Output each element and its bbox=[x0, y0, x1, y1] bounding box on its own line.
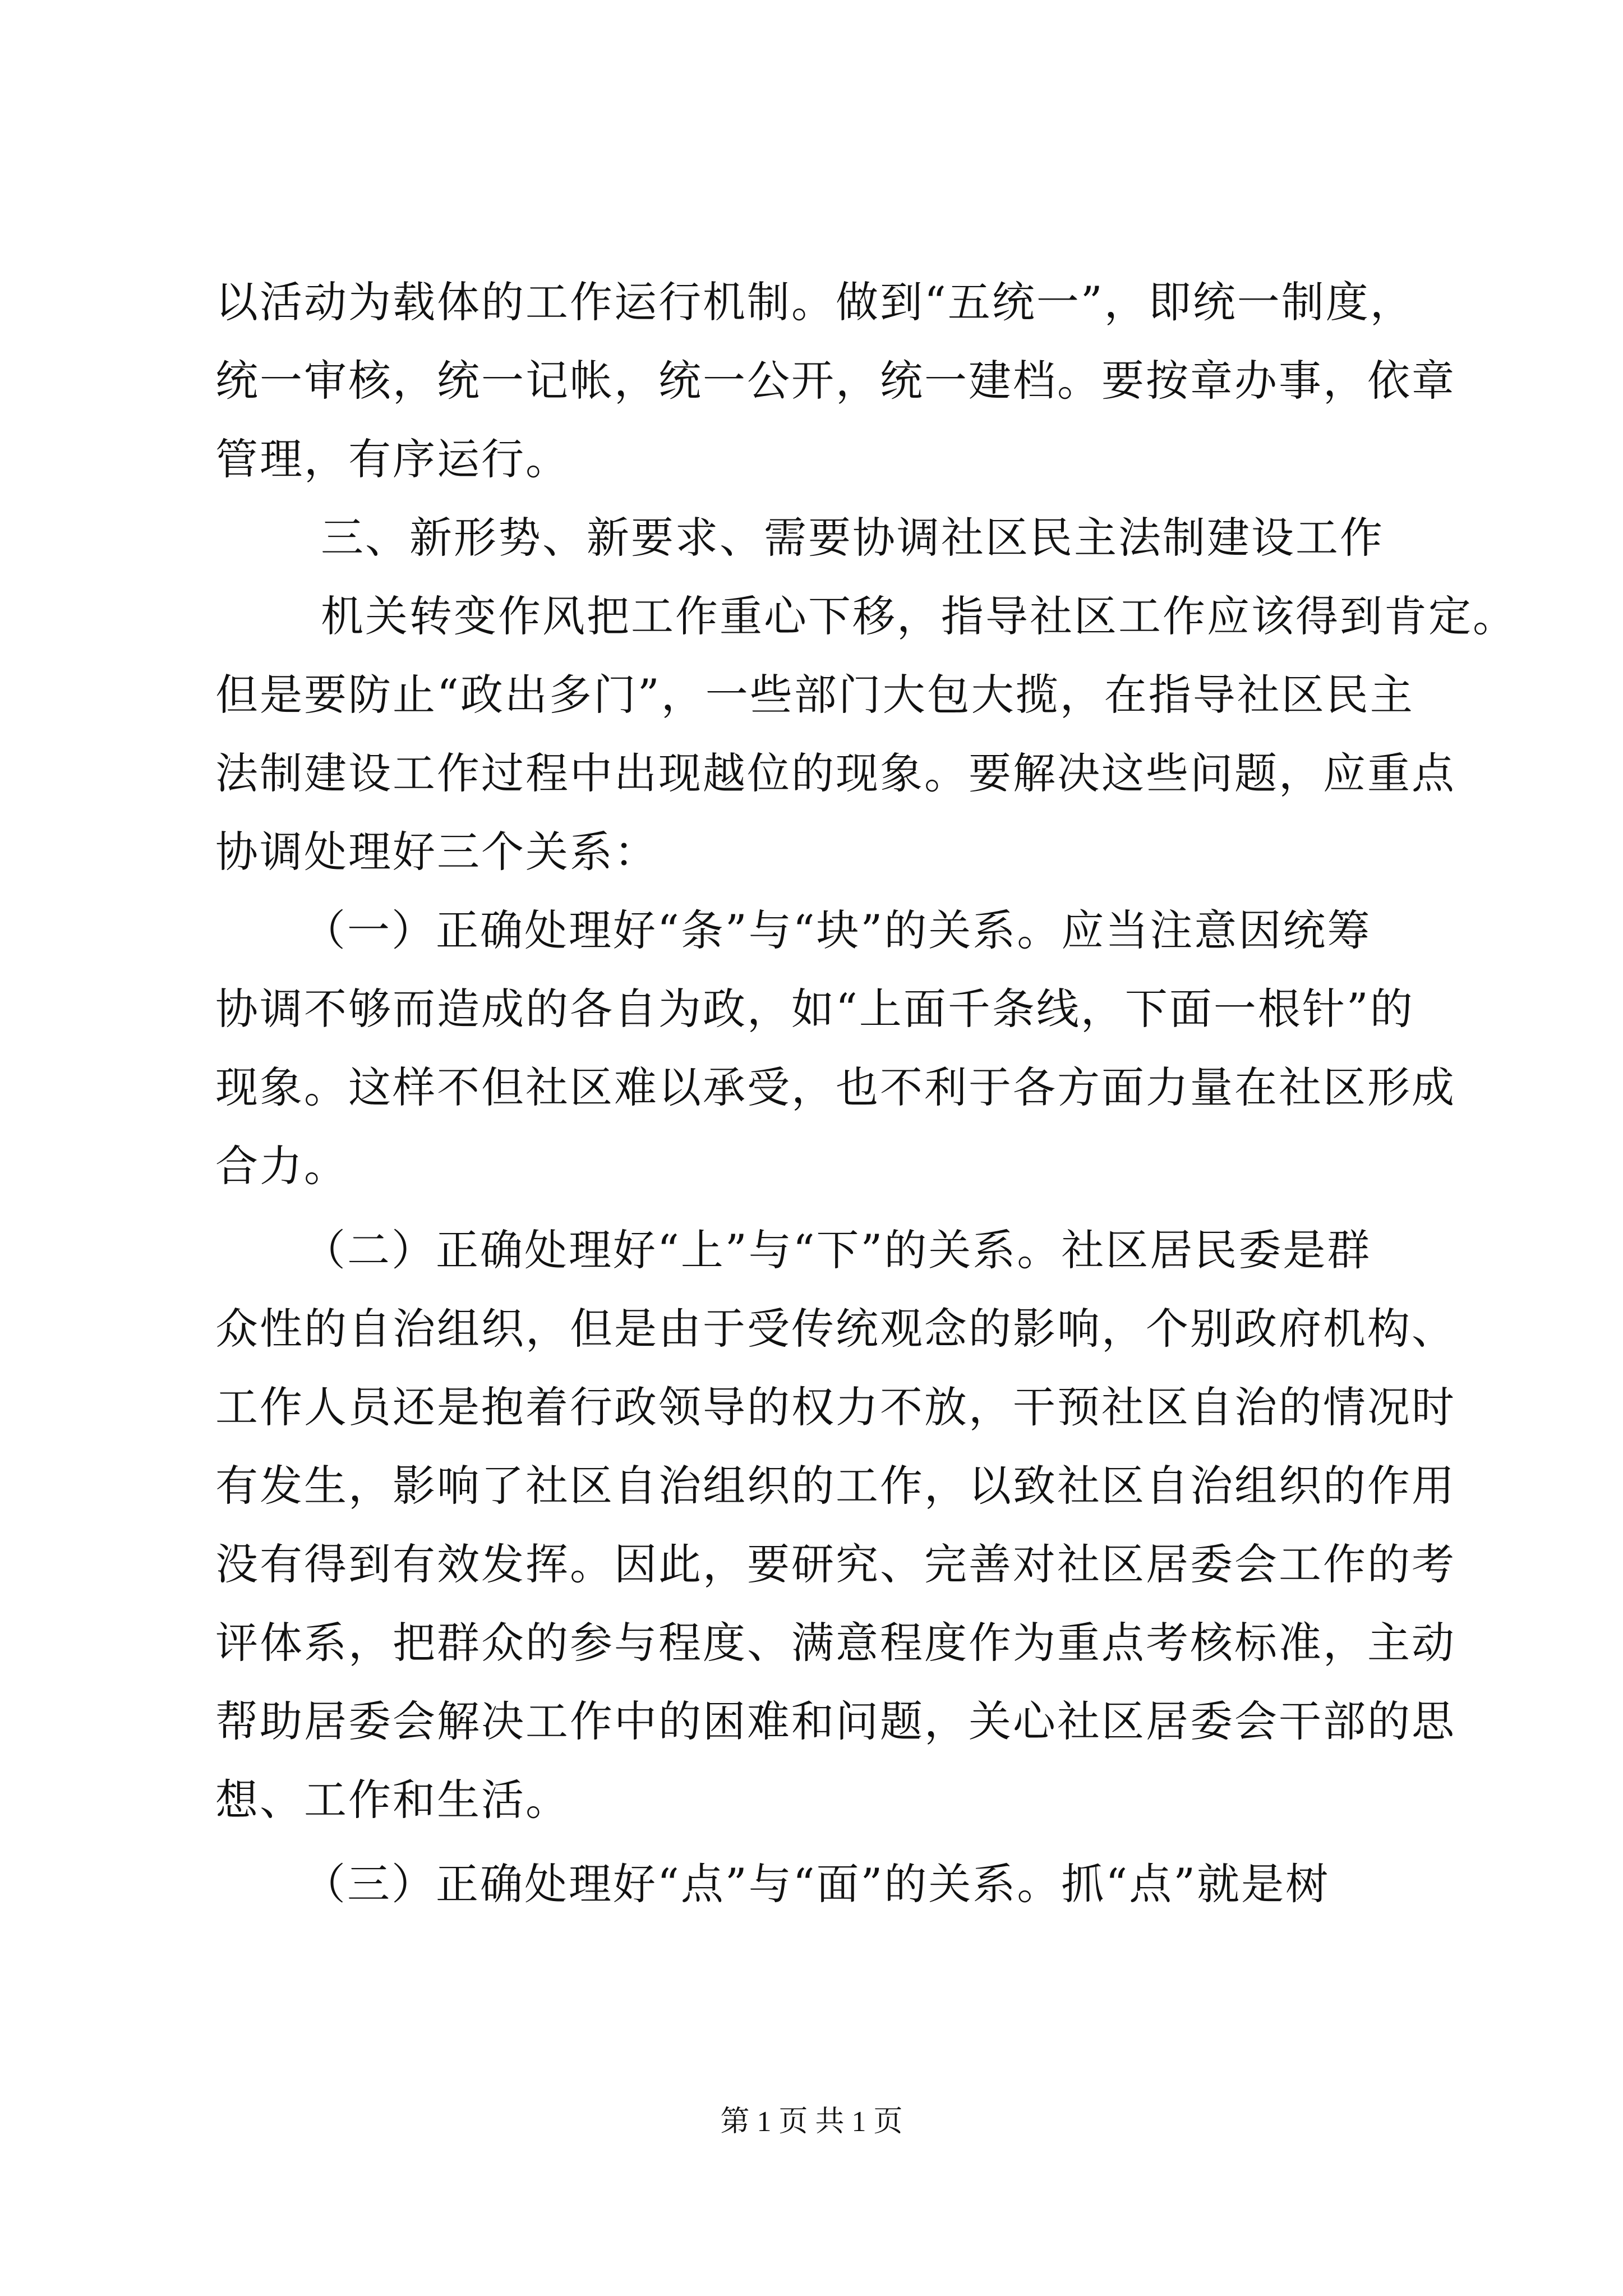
text-line-19: 帮助居委会解决工作中的困难和问题，关心社区居委会干部的思 bbox=[215, 1696, 1456, 1746]
text-line-20: 想、工作和生活。 bbox=[215, 1775, 570, 1825]
text-line-7: 法制建设工作过程中出现越位的现象。要解决这些问题，应重点 bbox=[215, 748, 1456, 798]
subsection-1-line-1: （一）正确处理好“条”与“块”的关系。应当注意因统筹 bbox=[303, 905, 1372, 955]
text-line-16: 有发生，影响了社区自治组织的工作，以致社区自治组织的作用 bbox=[215, 1461, 1456, 1511]
text-line-15: 工作人员还是抱着行政领导的权力不放，干预社区自治的情况时 bbox=[215, 1382, 1456, 1432]
text-line-5: 机关转变作风把工作重心下移，指导社区工作应该得到肯定。 bbox=[321, 591, 1517, 641]
text-line-8: 协调处理好三个关系： bbox=[215, 827, 658, 877]
text-line-2: 统一审核，统一记帐，统一公开，统一建档。要按章办事，依章 bbox=[215, 356, 1456, 406]
text-line-18: 评体系，把群众的参与程度、满意程度作为重点考核标准，主动 bbox=[215, 1618, 1456, 1668]
page-number-footer: 第 1 页 共 1 页 bbox=[720, 2106, 903, 2138]
text-line-10: 协调不够而造成的各自为政，如“上面千条线，下面一根针”的 bbox=[215, 984, 1414, 1034]
text-line-3: 管理，有序运行。 bbox=[215, 434, 570, 484]
subsection-3-line-1: （三）正确处理好“点”与“面”的关系。抓“点”就是树 bbox=[303, 1859, 1330, 1909]
text-line-12: 合力。 bbox=[215, 1141, 348, 1191]
subsection-2-line-1: （二）正确处理好“上”与“下”的关系。社区居民委是群 bbox=[303, 1225, 1372, 1275]
text-line-14: 众性的自治组织，但是由于受传统观念的影响，个别政府机构、 bbox=[215, 1304, 1456, 1354]
section-heading-3: 三、新形势、新要求、需要协调社区民主法制建设工作 bbox=[321, 513, 1384, 563]
text-line-1: 以活动为载体的工作运行机制。做到“五统一”，即统一制度， bbox=[215, 277, 1414, 327]
text-line-6: 但是要防止“政出多门”，一些部门大包大揽，在指导社区民主 bbox=[215, 670, 1414, 720]
text-line-17: 没有得到有效发挥。因此，要研究、完善对社区居委会工作的考 bbox=[215, 1539, 1456, 1589]
text-line-11: 现象。这样不但社区难以承受，也不利于各方面力量在社区形成 bbox=[215, 1062, 1456, 1112]
